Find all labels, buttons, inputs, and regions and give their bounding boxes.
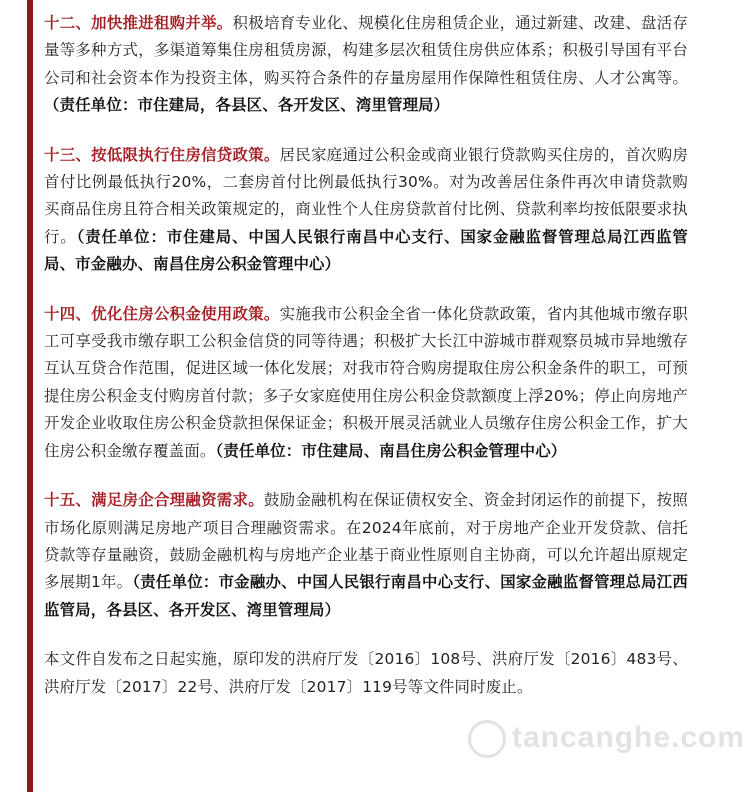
section-heading: 十四、优化住房公积金使用政策。 bbox=[44, 304, 280, 323]
section-responsibility: （责任单位：市住建局，各县区、各开发区、湾里管理局） bbox=[44, 96, 450, 115]
section-13 bbox=[44, 142, 688, 279]
section-body: 居民家庭通过公积金或商业银行贷款购买住房的，首次购房首付比例最低执行20%，二套房首付比例最低执行30%。对为改善居住条件再次申请贷款购买商品住房且符合相关政策规定的，商业性个人住房贷款首付比例、贷款利率均按低限要求执行。 bbox=[44, 145, 688, 246]
section-heading: 十五、满足房企合理融资需求。 bbox=[44, 491, 264, 510]
section-15 bbox=[44, 487, 688, 624]
section-responsibility: （责任单位：市住建局、中国人民银行南昌中心支行、国家金融监督管理总局江西监管局、市金融办、南昌住房公积金管理中心） bbox=[44, 227, 688, 274]
section-heading: 十三、按低限执行住房信贷政策。 bbox=[44, 145, 280, 164]
section-14 bbox=[44, 301, 688, 465]
watermark bbox=[468, 720, 745, 758]
closing-paragraph: 本文件自发布之日起实施，原印发的洪府厅发〔2016〕108号、洪府厅发〔2016〕483号、洪府厅发〔2017〕22号、洪府厅发〔2017〕119号等文件同时废止。 bbox=[44, 650, 688, 696]
section-responsibility: （责任单位：市住建局、南昌住房公积金管理中心） bbox=[215, 441, 567, 460]
section-responsibility: （责任单位：市金融办、中国人民银行南昌中心支行、国家金融监督管理总局江西监管局，各县区、各开发区、湾里管理局） bbox=[44, 573, 688, 619]
section-body: 实施我市公积金全省一体化贷款政策，省内其他城市缴存职工可享受我市缴存职工公积金信贷的同等待遇；积极扩大长江中游城市群观察员城市异地缴存互认互贷合作范围，促进区域一体化发展；对我市符合购房提取住房公积金条件的职工，可预提住房公积金支付购房首付款；多子女家庭使用住房公积金贷款额度上浮20%；停止向房地产开发企业收取住房公积金贷款担保保证金；积极开展灵活就业人员缴存住房公积金工作，扩大住房公积金缴存覆盖面。 bbox=[44, 304, 688, 460]
section-heading: 十二、加快推进租购并举。 bbox=[44, 14, 233, 32]
watermark-text: tancanghe.com bbox=[512, 720, 745, 754]
section-body: 积极培育专业化、规模化住房租赁企业，通过新建、改建、盘活存量等多种方式，多渠道筹集住房租赁房源，构建多层次租赁住房供应体系；积极引导国有平台公司和社会资本作为投资主体，购买符合条件的存量房屋用作保障性租赁住房、人才公寓等。 bbox=[44, 14, 688, 87]
section-body: 鼓励金融机构在保证债权安全、资金封闭运作的前提下，按照市场化原则满足房地产项目合理融资需求。在2024年底前，对于房地产企业开发贷款、信托贷款等存量融资，鼓励金融机构与房地产企业基于商业性原则自主协商，可以允许超出原规定多展期1年。 bbox=[44, 491, 688, 592]
left-accent-bar bbox=[27, 0, 33, 792]
watermark-logo-icon bbox=[468, 720, 506, 758]
section-12 bbox=[44, 10, 688, 120]
document-content bbox=[44, 10, 688, 723]
